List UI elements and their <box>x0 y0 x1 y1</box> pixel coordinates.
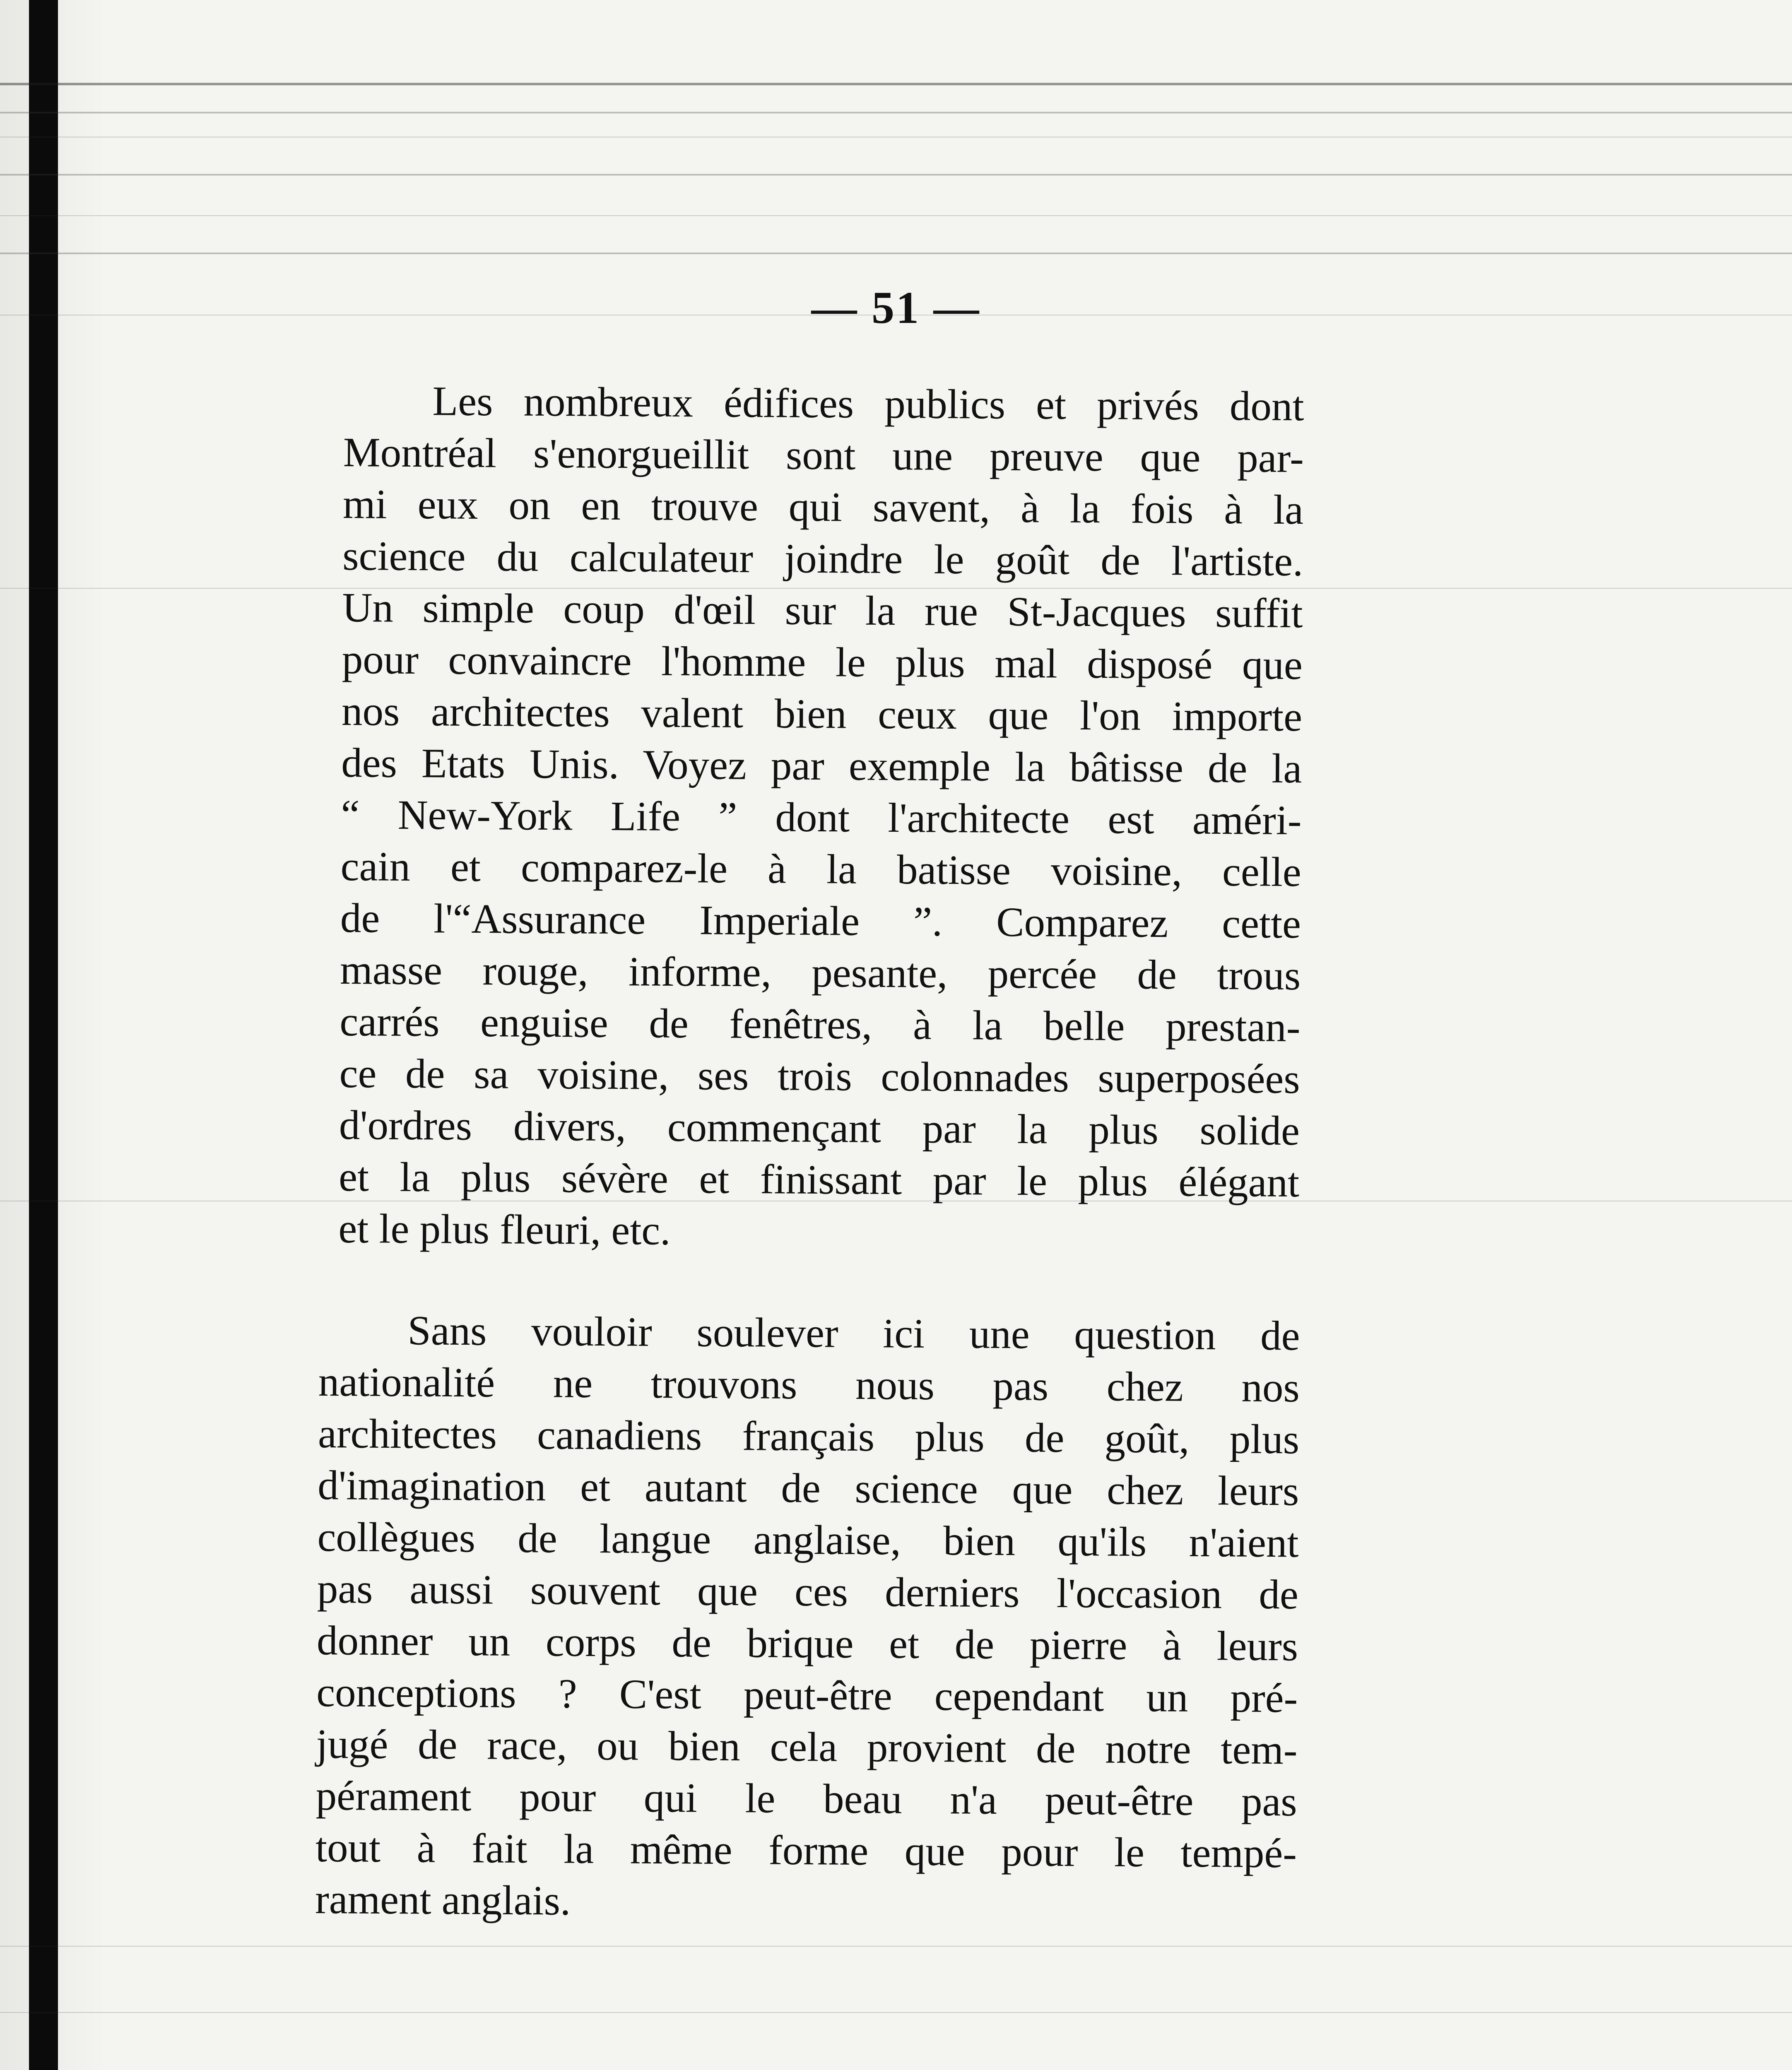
text-line: rament anglais. <box>315 1875 571 1924</box>
text-line: Sans vouloir soulever ici une question de <box>407 1307 1300 1359</box>
text-line: mi eux on en trouve qui savent, à la fois à la <box>342 480 1304 533</box>
scan-line <box>0 1946 1792 1947</box>
text-line: jugé de race, ou bien cela provient de notre tem- <box>316 1720 1298 1773</box>
text-line: science du calculateur joindre le goût de l'artiste. <box>342 532 1303 585</box>
text-line: pérament pour qui le beau n'a peut-être pas <box>316 1772 1298 1825</box>
text-line: pour convaincre l'homme le plus mal disposé que <box>342 635 1303 688</box>
text-line: d'imagination et autant de science que chez leurs <box>317 1461 1299 1514</box>
text-line: masse rouge, informe, pesante, percée de trous <box>340 946 1301 999</box>
text-line: de l'“Assurance Imperiale ”. Comparez cette <box>340 894 1301 947</box>
text-line: Montréal s'enorgueillit sont une preuve que par- <box>343 428 1304 481</box>
text-line: architectes canadiens français plus de goût, plus <box>318 1410 1300 1463</box>
text-line: et le plus fleuri, etc. <box>338 1205 671 1254</box>
text-line: ce de sa voisine, ses trois colonnades superposées <box>339 1049 1300 1102</box>
scan-line <box>0 2012 1792 2013</box>
text-line: conceptions ? C'est peut-être cependant un pré- <box>316 1668 1298 1721</box>
text-line: carrés enguise de fenêtres, à la belle prestan- <box>340 998 1301 1051</box>
text-line: d'ordres divers, commençant par la plus solide <box>339 1101 1300 1154</box>
text-line: “ New-York Life ” dont l'architecte est améri- <box>341 791 1302 844</box>
scan-line <box>0 215 1792 216</box>
scan-line <box>0 83 1792 85</box>
text-line: et la plus sévère et finissant par le plus élégant <box>338 1153 1300 1206</box>
text-line: pas aussi souvent que ces derniers l'occasion de <box>317 1565 1299 1618</box>
scan-line <box>0 174 1792 176</box>
text-line: collègues de langue anglaise, bien qu'ils n'aient <box>317 1513 1299 1566</box>
text-line: donner un corps de brique et de pierre à leurs <box>316 1617 1298 1670</box>
text-line: Les nombreux édifices publics et privés dont <box>432 378 1304 430</box>
text-line: nationalité ne trouvons nous pas chez nos <box>318 1358 1300 1411</box>
page-number: — 51 — <box>811 282 981 333</box>
paragraph <box>338 375 1304 1260</box>
scan-line <box>0 253 1792 254</box>
text-line: nos architectes valent bien ceux que l'on importe <box>341 687 1303 740</box>
text-line: tout à fait la même forme que pour le tempé- <box>315 1824 1297 1877</box>
text-line: Un simple coup d'œil sur la rue St-Jacques suffit <box>342 584 1303 637</box>
scan-line <box>0 112 1792 113</box>
paragraph <box>315 1304 1300 1931</box>
text-line: cain et comparez-le à la batisse voisine, celle <box>340 842 1302 895</box>
text-line: des Etats Unis. Voyez par exemple la bâtisse de la <box>341 739 1302 792</box>
